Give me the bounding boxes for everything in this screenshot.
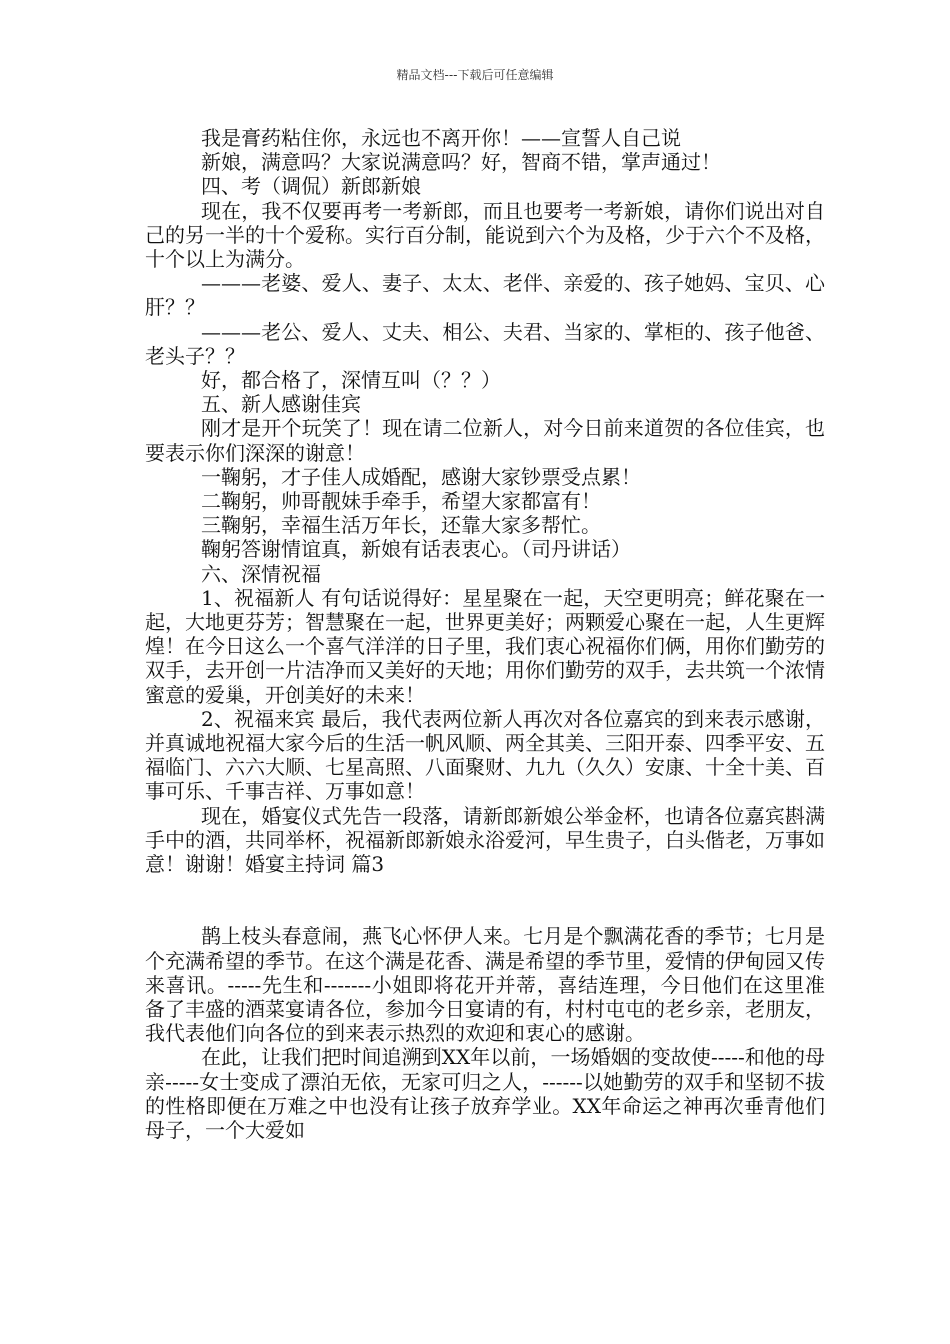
- section-heading: 五、新人感谢佳宾: [201, 392, 361, 417]
- paragraph: 我是膏药粘住你，永远也不离开你！——宣誓人自己说: [201, 126, 681, 150]
- paragraph: 新娘，满意吗？大家说满意吗？好，智商不错，掌声通过！: [201, 150, 721, 175]
- paragraph: 刚才是开个玩笑了！现在请二位新人，对今日前来道贺的各位佳宾，也要表示你们深深的谢意！: [145, 416, 825, 465]
- paragraph: ———老公、爱人、丈夫、相公、夫君、当家的、掌柜的、孩子他爸、老头子？？: [145, 319, 825, 368]
- paragraph: 在此，让我们把时间追溯到XX年以前，一场婚姻的变故使-----和他的母亲-----女士变成了漂泊无依，无家可归之人，------以她勤劳的双手和坚韧不拔的性格即便在万难之中也没有让孩子放弃学业。XX年命运之神再次垂青他们母子，一个大爱如: [145, 1045, 825, 1142]
- paragraph: 一鞠躬，才子佳人成婚配，感谢大家钞票受点累！: [201, 464, 641, 489]
- paragraph: 三鞠躬，幸福生活万年长，还靠大家多帮忙。: [201, 513, 601, 538]
- paragraph: 好，都合格了，深情互叫（？？）: [201, 368, 501, 393]
- section-heading: 六、深情祝福: [201, 561, 321, 586]
- paragraph: 1、祝福新人 有句话说得好：星星聚在一起，天空更明亮；鲜花聚在一起，大地更芬芳；智慧聚在一起，世界更美好；两颗爱心聚在一起，人生更辉煌！在今日这么一个喜气洋洋的日子里，我们衷心祝福你们俩，用你们勤劳的双手，去开创一片洁净而又美好的天地；用你们勤劳的双手，去共筑一个浓情蜜意的爱巢，开创美好的未来！: [145, 585, 825, 707]
- page-header: 精品文档---下载后可任意编辑: [396, 68, 554, 82]
- paragraph-gap: [145, 876, 825, 924]
- paragraph: 现在，婚宴仪式先告一段落，请新郎新娘公举金杯，也请各位嘉宾斟满手中的酒，共同举杯，祝福新郎新娘永浴爱河，早生贵子，白头偕老，万事如意！谢谢！婚宴主持词 篇3: [145, 803, 825, 877]
- paragraph: 二鞠躬，帅哥靓妹手牵手，希望大家都富有！: [201, 489, 601, 514]
- section-heading: 四、考（调侃）新郎新娘: [201, 174, 421, 199]
- paragraph: 2、祝福来宾 最后，我代表两位新人再次对各位嘉宾的到来表示感谢，并真诚地祝福大家今后的生活一帆风顺、两全其美、三阳开泰、四季平安、五福临门、六六大顺、七星高照、八面聚财、九九（久久）安康、十全十美、百事可乐、千事吉祥、万事如意！: [145, 706, 825, 804]
- paragraph: 鞠躬答谢情谊真，新娘有话表衷心。（司丹讲话）: [201, 537, 631, 562]
- document-body: [145, 126, 825, 1142]
- paragraph: 现在，我不仅要再考一考新郎，而且也要考一考新娘，请你们说出对自己的另一半的十个爱称。实行百分制，能说到六个为及格，少于六个不及格，十个以上为满分。: [145, 198, 825, 272]
- paragraph: 鹊上枝头春意闹，燕飞心怀伊人来。七月是个飘满花香的季节；七月是个充满希望的季节。在这个满是花香、满是希望的季节里，爱情的伊甸园又传来喜讯。-----先生和-------小姐即将花开并蒂，喜结连理，今日他们在这里准备了丰盛的酒菜宴请各位，参加今日宴请的有，村村屯屯的老乡亲，老朋友，我代表他们向各位的到来表示热烈的欢迎和衷心的感谢。: [145, 924, 825, 1046]
- paragraph: ———老婆、爱人、妻子、太太、老伴、亲爱的、孩子她妈、宝贝、心肝？？: [145, 271, 825, 320]
